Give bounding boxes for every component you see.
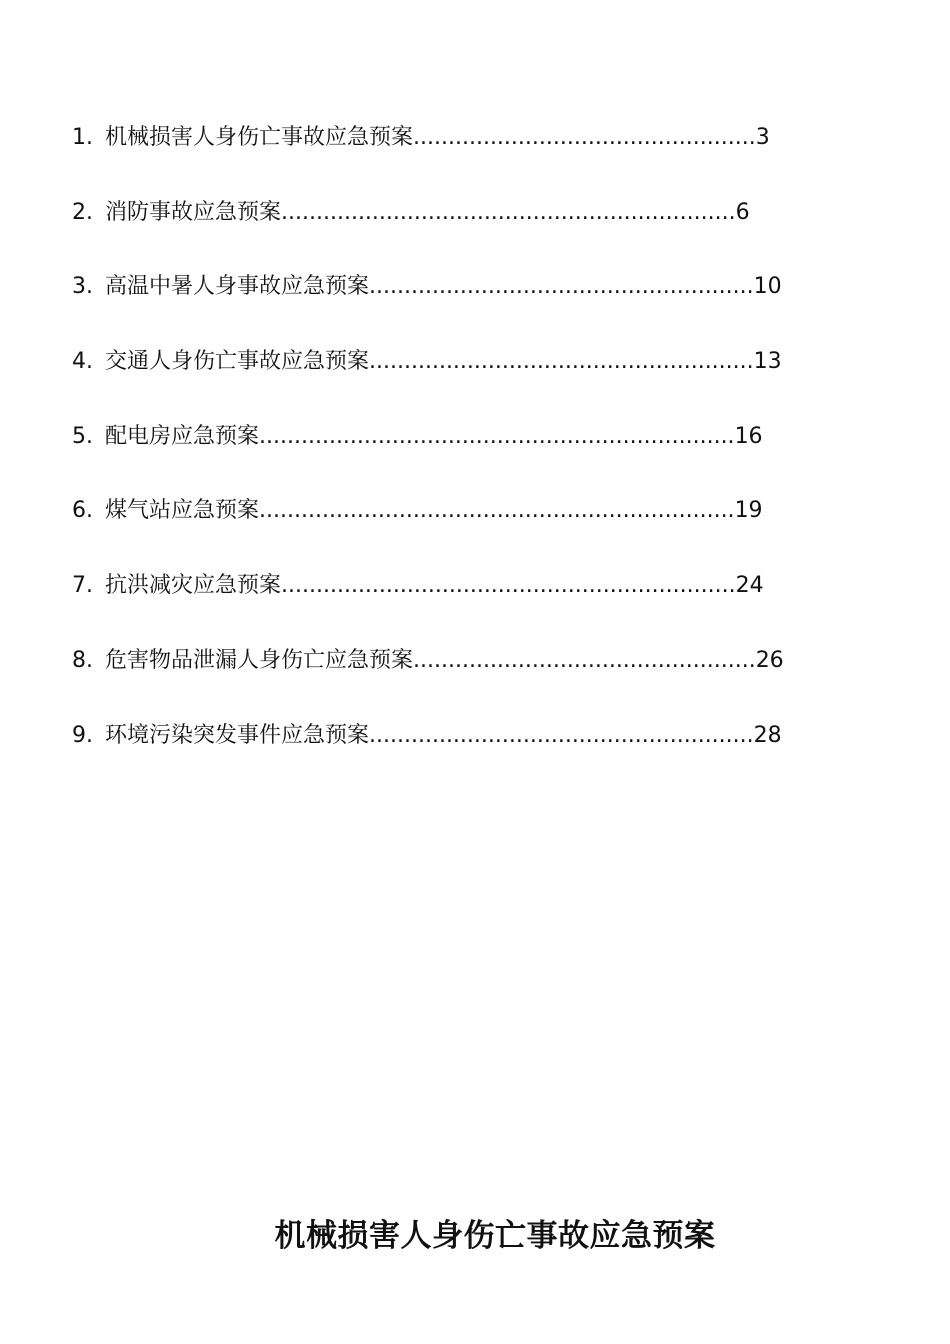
toc-number: 2. [72,199,93,225]
toc-title: 配电房应急预案 [105,423,260,449]
toc-entry-4[interactable] [72,342,892,382]
toc-title: 机械损害人身伤亡事故应急预案 [105,125,414,150]
toc-leader-dots: ................................................................. [281,573,736,599]
toc-page-number: 6 [735,199,750,225]
toc-page-number: 28 [753,722,782,748]
toc-page-number: 10 [753,274,782,300]
toc-leader-dots: .................................................................... [259,498,735,524]
toc-leader-dots: ................................................. [413,647,756,673]
toc-entry-2[interactable] [72,193,892,233]
toc-number: 8. [72,647,93,673]
toc-number: 6. [72,498,93,524]
toc-entry-6[interactable] [72,491,892,531]
toc-page-number: 16 [734,423,763,449]
section-heading: 机械损害人身伤亡事故应急预案 [274,1218,716,1254]
toc-leader-dots: ....................................................... [369,722,754,748]
toc-page-number: 3 [755,125,770,150]
table-of-contents [72,118,892,790]
toc-number: 7. [72,573,93,599]
toc-entry-9[interactable] [72,716,892,756]
toc-page-number: 24 [735,573,764,599]
toc-number: 3. [72,274,93,300]
toc-leader-dots: .................................................................... [259,423,735,449]
toc-entry-5[interactable] [72,417,892,457]
toc-entry-1[interactable] [72,118,892,158]
toc-page-number: 13 [753,349,782,375]
toc-number: 9. [72,722,93,748]
toc-title: 消防事故应急预案 [105,199,282,225]
toc-number: 1. [72,125,93,150]
toc-number: 5. [72,423,93,449]
toc-title: 煤气站应急预案 [105,498,260,524]
toc-page-number: 19 [734,498,763,524]
toc-title: 高温中暑人身事故应急预案 [105,274,370,300]
toc-entry-7[interactable] [72,566,892,606]
toc-leader-dots: ....................................................... [369,274,754,300]
toc-title: 交通人身伤亡事故应急预案 [105,349,370,375]
toc-title: 危害物品泄漏人身伤亡应急预案 [105,647,414,673]
toc-entry-3[interactable] [72,267,892,307]
toc-leader-dots: ................................................................. [281,199,736,225]
toc-entry-8[interactable] [72,641,892,681]
toc-leader-dots: ................................................. [413,125,756,150]
toc-title: 环境污染突发事件应急预案 [105,722,370,748]
toc-title: 抗洪减灾应急预案 [105,573,282,599]
toc-page-number: 26 [755,647,784,673]
toc-leader-dots: ....................................................... [369,349,754,375]
toc-number: 4. [72,349,93,375]
